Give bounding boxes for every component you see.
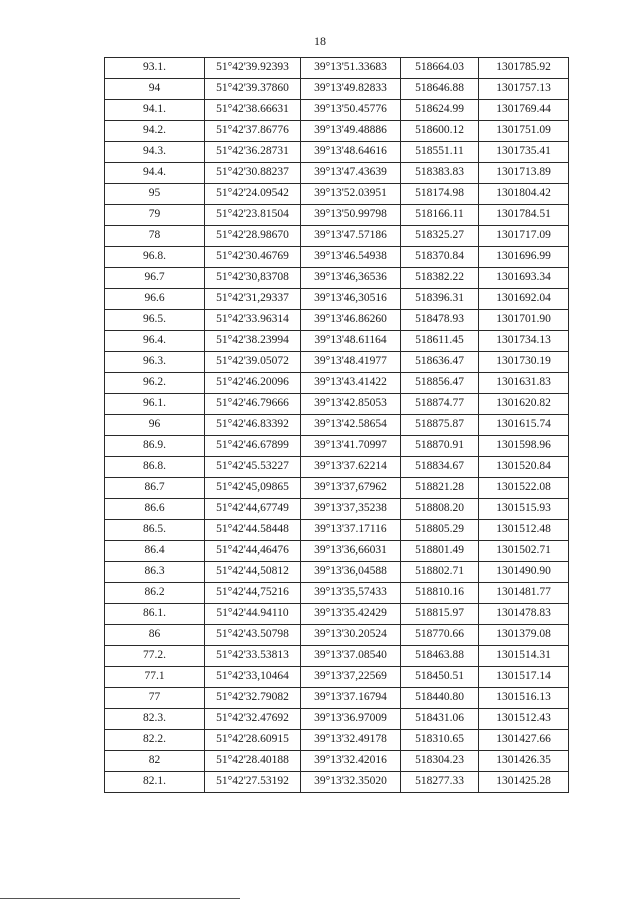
latitude-cell: 51°42'30.88237 xyxy=(205,163,301,184)
y-coordinate-cell: 1301514.31 xyxy=(479,646,569,667)
latitude-cell: 51°42'32.47692 xyxy=(205,709,301,730)
latitude-cell: 51°42'33.53813 xyxy=(205,646,301,667)
y-coordinate-cell: 1301693.34 xyxy=(479,268,569,289)
y-coordinate-cell: 1301769.44 xyxy=(479,100,569,121)
y-coordinate-cell: 1301481.77 xyxy=(479,583,569,604)
point-id-cell: 82.3. xyxy=(105,709,205,730)
table-row xyxy=(105,310,569,331)
x-coordinate-cell: 518396.31 xyxy=(401,289,479,310)
latitude-cell: 51°42'33.96314 xyxy=(205,310,301,331)
point-id-cell: 77.2. xyxy=(105,646,205,667)
x-coordinate-cell: 518463.88 xyxy=(401,646,479,667)
longitude-cell: 39°13'37.62214 xyxy=(301,457,401,478)
y-coordinate-cell: 1301713.89 xyxy=(479,163,569,184)
y-coordinate-cell: 1301502.71 xyxy=(479,541,569,562)
y-coordinate-cell: 1301516.13 xyxy=(479,688,569,709)
latitude-cell: 51°42'44,50812 xyxy=(205,562,301,583)
latitude-cell: 51°42'46.67899 xyxy=(205,436,301,457)
longitude-cell: 39°13'36,66031 xyxy=(301,541,401,562)
point-id-cell: 82.2. xyxy=(105,730,205,751)
longitude-cell: 39°13'51.33683 xyxy=(301,58,401,79)
longitude-cell: 39°13'49.48886 xyxy=(301,121,401,142)
table-row xyxy=(105,646,569,667)
y-coordinate-cell: 1301520.84 xyxy=(479,457,569,478)
longitude-cell: 39°13'32.49178 xyxy=(301,730,401,751)
latitude-cell: 51°42'44,75216 xyxy=(205,583,301,604)
y-coordinate-cell: 1301730.19 xyxy=(479,352,569,373)
y-coordinate-cell: 1301735.41 xyxy=(479,142,569,163)
x-coordinate-cell: 518801.49 xyxy=(401,541,479,562)
point-id-cell: 96.2. xyxy=(105,373,205,394)
x-coordinate-cell: 518810.16 xyxy=(401,583,479,604)
y-coordinate-cell: 1301757.13 xyxy=(479,79,569,100)
longitude-cell: 39°13'37,67962 xyxy=(301,478,401,499)
table-row xyxy=(105,142,569,163)
point-id-cell: 94.2. xyxy=(105,121,205,142)
point-id-cell: 96.8. xyxy=(105,247,205,268)
longitude-cell: 39°13'50.45776 xyxy=(301,100,401,121)
table-row xyxy=(105,268,569,289)
point-id-cell: 94 xyxy=(105,79,205,100)
latitude-cell: 51°42'39.92393 xyxy=(205,58,301,79)
point-id-cell: 82.1. xyxy=(105,772,205,793)
table-row xyxy=(105,373,569,394)
x-coordinate-cell: 518875.87 xyxy=(401,415,479,436)
point-id-cell: 86 xyxy=(105,625,205,646)
y-coordinate-cell: 1301522.08 xyxy=(479,478,569,499)
y-coordinate-cell: 1301427.66 xyxy=(479,730,569,751)
y-coordinate-cell: 1301717.09 xyxy=(479,226,569,247)
y-coordinate-cell: 1301426.35 xyxy=(479,751,569,772)
x-coordinate-cell: 518636.47 xyxy=(401,352,479,373)
latitude-cell: 51°42'24.09542 xyxy=(205,184,301,205)
table-row xyxy=(105,667,569,688)
x-coordinate-cell: 518856.47 xyxy=(401,373,479,394)
point-id-cell: 96.7 xyxy=(105,268,205,289)
point-id-cell: 77 xyxy=(105,688,205,709)
table-row xyxy=(105,457,569,478)
longitude-cell: 39°13'30.20524 xyxy=(301,625,401,646)
longitude-cell: 39°13'41.70997 xyxy=(301,436,401,457)
longitude-cell: 39°13'32.42016 xyxy=(301,751,401,772)
x-coordinate-cell: 518834.67 xyxy=(401,457,479,478)
latitude-cell: 51°42'28.40188 xyxy=(205,751,301,772)
point-id-cell: 86.9. xyxy=(105,436,205,457)
longitude-cell: 39°13'46,36536 xyxy=(301,268,401,289)
x-coordinate-cell: 518310.65 xyxy=(401,730,479,751)
table-row xyxy=(105,79,569,100)
y-coordinate-cell: 1301784.51 xyxy=(479,205,569,226)
latitude-cell: 51°42'44.58448 xyxy=(205,520,301,541)
longitude-cell: 39°13'36.97009 xyxy=(301,709,401,730)
x-coordinate-cell: 518870.91 xyxy=(401,436,479,457)
point-id-cell: 96.3. xyxy=(105,352,205,373)
table-row xyxy=(105,100,569,121)
point-id-cell: 96.1. xyxy=(105,394,205,415)
latitude-cell: 51°42'30,83708 xyxy=(205,268,301,289)
longitude-cell: 39°13'47.43639 xyxy=(301,163,401,184)
point-id-cell: 94.4. xyxy=(105,163,205,184)
footer-rule xyxy=(0,898,240,899)
latitude-cell: 51°42'38.66631 xyxy=(205,100,301,121)
point-id-cell: 86.5. xyxy=(105,520,205,541)
x-coordinate-cell: 518611.45 xyxy=(401,331,479,352)
table-row xyxy=(105,415,569,436)
x-coordinate-cell: 518805.29 xyxy=(401,520,479,541)
table-row xyxy=(105,604,569,625)
longitude-cell: 39°13'48.61164 xyxy=(301,331,401,352)
y-coordinate-cell: 1301490.90 xyxy=(479,562,569,583)
longitude-cell: 39°13'43.41422 xyxy=(301,373,401,394)
table-row xyxy=(105,121,569,142)
x-coordinate-cell: 518551.11 xyxy=(401,142,479,163)
x-coordinate-cell: 518450.51 xyxy=(401,667,479,688)
longitude-cell: 39°13'37,22569 xyxy=(301,667,401,688)
longitude-cell: 39°13'46.54938 xyxy=(301,247,401,268)
point-id-cell: 77.1 xyxy=(105,667,205,688)
latitude-cell: 51°42'44.94110 xyxy=(205,604,301,625)
point-id-cell: 86.2 xyxy=(105,583,205,604)
latitude-cell: 51°42'45.53227 xyxy=(205,457,301,478)
x-coordinate-cell: 518383.83 xyxy=(401,163,479,184)
point-id-cell: 94.1. xyxy=(105,100,205,121)
latitude-cell: 51°42'28.60915 xyxy=(205,730,301,751)
x-coordinate-cell: 518821.28 xyxy=(401,478,479,499)
table-row xyxy=(105,562,569,583)
longitude-cell: 39°13'36,04588 xyxy=(301,562,401,583)
longitude-cell: 39°13'42.85053 xyxy=(301,394,401,415)
x-coordinate-cell: 518815.97 xyxy=(401,604,479,625)
point-id-cell: 86.4 xyxy=(105,541,205,562)
point-id-cell: 96 xyxy=(105,415,205,436)
x-coordinate-cell: 518382.22 xyxy=(401,268,479,289)
y-coordinate-cell: 1301804.42 xyxy=(479,184,569,205)
y-coordinate-cell: 1301620.82 xyxy=(479,394,569,415)
table-row xyxy=(105,289,569,310)
longitude-cell: 39°13'49.82833 xyxy=(301,79,401,100)
x-coordinate-cell: 518478.93 xyxy=(401,310,479,331)
y-coordinate-cell: 1301785.92 xyxy=(479,58,569,79)
coordinates-table xyxy=(104,57,569,793)
latitude-cell: 51°42'28.98670 xyxy=(205,226,301,247)
table-row xyxy=(105,331,569,352)
table-row xyxy=(105,772,569,793)
latitude-cell: 51°42'46.79666 xyxy=(205,394,301,415)
x-coordinate-cell: 518277.33 xyxy=(401,772,479,793)
y-coordinate-cell: 1301512.48 xyxy=(479,520,569,541)
point-id-cell: 86.6 xyxy=(105,499,205,520)
point-id-cell: 94.3. xyxy=(105,142,205,163)
x-coordinate-cell: 518166.11 xyxy=(401,205,479,226)
latitude-cell: 51°42'30.46769 xyxy=(205,247,301,268)
latitude-cell: 51°42'44,67749 xyxy=(205,499,301,520)
x-coordinate-cell: 518624.99 xyxy=(401,100,479,121)
longitude-cell: 39°13'48.64616 xyxy=(301,142,401,163)
latitude-cell: 51°42'39.05072 xyxy=(205,352,301,373)
point-id-cell: 86.8. xyxy=(105,457,205,478)
latitude-cell: 51°42'46.20096 xyxy=(205,373,301,394)
x-coordinate-cell: 518304.23 xyxy=(401,751,479,772)
x-coordinate-cell: 518431.06 xyxy=(401,709,479,730)
coordinates-table-body xyxy=(105,58,569,793)
latitude-cell: 51°42'38.23994 xyxy=(205,331,301,352)
y-coordinate-cell: 1301425.28 xyxy=(479,772,569,793)
longitude-cell: 39°13'37,35238 xyxy=(301,499,401,520)
x-coordinate-cell: 518600.12 xyxy=(401,121,479,142)
table-row xyxy=(105,625,569,646)
x-coordinate-cell: 518874.77 xyxy=(401,394,479,415)
y-coordinate-cell: 1301692.04 xyxy=(479,289,569,310)
longitude-cell: 39°13'46,30516 xyxy=(301,289,401,310)
point-id-cell: 86.1. xyxy=(105,604,205,625)
page-number: 18 xyxy=(314,34,326,48)
x-coordinate-cell: 518808.20 xyxy=(401,499,479,520)
y-coordinate-cell: 1301751.09 xyxy=(479,121,569,142)
table-row xyxy=(105,436,569,457)
latitude-cell: 51°42'33,10464 xyxy=(205,667,301,688)
x-coordinate-cell: 518440.80 xyxy=(401,688,479,709)
x-coordinate-cell: 518325.27 xyxy=(401,226,479,247)
table-row xyxy=(105,478,569,499)
y-coordinate-cell: 1301512.43 xyxy=(479,709,569,730)
longitude-cell: 39°13'32.35020 xyxy=(301,772,401,793)
x-coordinate-cell: 518664.03 xyxy=(401,58,479,79)
point-id-cell: 96.4. xyxy=(105,331,205,352)
longitude-cell: 39°13'52.03951 xyxy=(301,184,401,205)
point-id-cell: 95 xyxy=(105,184,205,205)
longitude-cell: 39°13'42.58654 xyxy=(301,415,401,436)
x-coordinate-cell: 518770.66 xyxy=(401,625,479,646)
x-coordinate-cell: 518646.88 xyxy=(401,79,479,100)
latitude-cell: 51°42'31,29337 xyxy=(205,289,301,310)
latitude-cell: 51°42'27.53192 xyxy=(205,772,301,793)
table-row xyxy=(105,58,569,79)
latitude-cell: 51°42'46.83392 xyxy=(205,415,301,436)
table-row xyxy=(105,730,569,751)
longitude-cell: 39°13'37.17116 xyxy=(301,520,401,541)
y-coordinate-cell: 1301615.74 xyxy=(479,415,569,436)
y-coordinate-cell: 1301478.83 xyxy=(479,604,569,625)
latitude-cell: 51°42'23.81504 xyxy=(205,205,301,226)
table-row xyxy=(105,499,569,520)
point-id-cell: 96.6 xyxy=(105,289,205,310)
y-coordinate-cell: 1301515.93 xyxy=(479,499,569,520)
longitude-cell: 39°13'37.16794 xyxy=(301,688,401,709)
latitude-cell: 51°42'39.37860 xyxy=(205,79,301,100)
y-coordinate-cell: 1301701.90 xyxy=(479,310,569,331)
latitude-cell: 51°42'36.28731 xyxy=(205,142,301,163)
table-row xyxy=(105,163,569,184)
table-row xyxy=(105,688,569,709)
table-row xyxy=(105,751,569,772)
table-row xyxy=(105,184,569,205)
table-row xyxy=(105,541,569,562)
longitude-cell: 39°13'37.08540 xyxy=(301,646,401,667)
longitude-cell: 39°13'35.42429 xyxy=(301,604,401,625)
longitude-cell: 39°13'48.41977 xyxy=(301,352,401,373)
y-coordinate-cell: 1301734.13 xyxy=(479,331,569,352)
latitude-cell: 51°42'37.86776 xyxy=(205,121,301,142)
y-coordinate-cell: 1301696.99 xyxy=(479,247,569,268)
point-id-cell: 93.1. xyxy=(105,58,205,79)
table-row xyxy=(105,352,569,373)
x-coordinate-cell: 518802.71 xyxy=(401,562,479,583)
point-id-cell: 96.5. xyxy=(105,310,205,331)
table-row xyxy=(105,709,569,730)
table-row xyxy=(105,583,569,604)
point-id-cell: 82 xyxy=(105,751,205,772)
longitude-cell: 39°13'35,57433 xyxy=(301,583,401,604)
latitude-cell: 51°42'45,09865 xyxy=(205,478,301,499)
table-row xyxy=(105,226,569,247)
point-id-cell: 86.7 xyxy=(105,478,205,499)
x-coordinate-cell: 518174.98 xyxy=(401,184,479,205)
y-coordinate-cell: 1301379.08 xyxy=(479,625,569,646)
point-id-cell: 79 xyxy=(105,205,205,226)
longitude-cell: 39°13'46.86260 xyxy=(301,310,401,331)
latitude-cell: 51°42'44,46476 xyxy=(205,541,301,562)
table-row xyxy=(105,247,569,268)
x-coordinate-cell: 518370.84 xyxy=(401,247,479,268)
longitude-cell: 39°13'47.57186 xyxy=(301,226,401,247)
point-id-cell: 78 xyxy=(105,226,205,247)
y-coordinate-cell: 1301598.96 xyxy=(479,436,569,457)
table-row xyxy=(105,205,569,226)
point-id-cell: 86.3 xyxy=(105,562,205,583)
latitude-cell: 51°42'32.79082 xyxy=(205,688,301,709)
y-coordinate-cell: 1301517.14 xyxy=(479,667,569,688)
y-coordinate-cell: 1301631.83 xyxy=(479,373,569,394)
latitude-cell: 51°42'43.50798 xyxy=(205,625,301,646)
longitude-cell: 39°13'50.99798 xyxy=(301,205,401,226)
table-row xyxy=(105,394,569,415)
table-row xyxy=(105,520,569,541)
